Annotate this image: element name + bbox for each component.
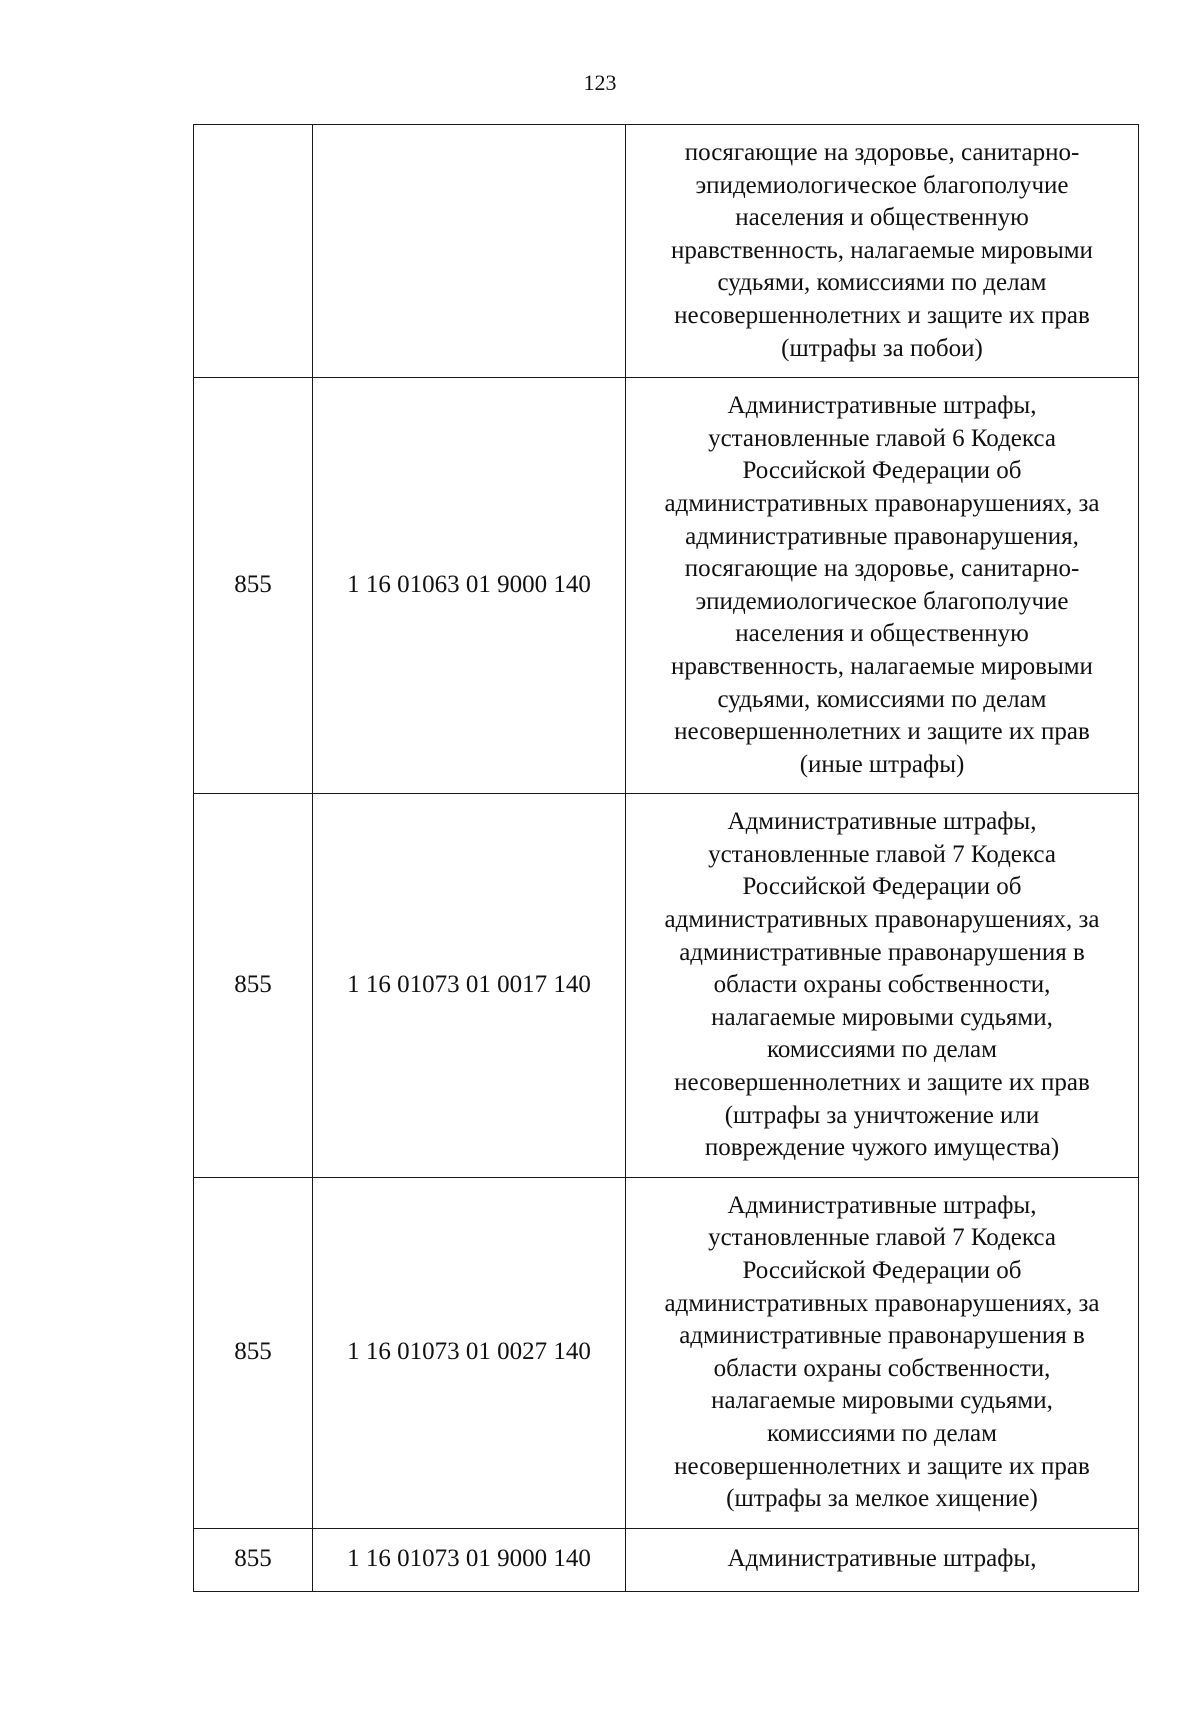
revenue-name-cell: Административные штрафы, [626, 1528, 1139, 1591]
revenue-name-cell: Административные штрафы, установленные главой 7 Кодекса Российской Федерации об административных правонарушениях, за административные правонарушения в области охраны собственности, налагаемые мировыми судьями, комиссиями по делам несовершеннолетних и защите их прав (штрафы за уничтожение или повреждение чужого имущества) [626, 794, 1139, 1178]
page-number: 123 [583, 70, 617, 95]
admin-code-cell: 855 [194, 1177, 313, 1528]
table-row [194, 378, 1139, 794]
revenue-name-cell: Административные штрафы, установленные главой 7 Кодекса Российской Федерации об административных правонарушениях, за административные правонарушения в области охраны собственности, налагаемые мировыми судьями, комиссиями по делам несовершеннолетних и защите их прав (штрафы за мелкое хищение) [626, 1177, 1139, 1528]
revenue-name-cell: посягающие на здоровье, санитарно- эпидемиологическое благополучие населения и общественную нравственность, налагаемые мировыми судьями, комиссиями по делам несовершеннолетних и защите их прав (штрафы за побои) [626, 125, 1139, 378]
budget-code-cell [313, 125, 626, 378]
admin-code-cell [194, 125, 313, 378]
table-row [194, 1528, 1139, 1591]
admin-code-cell: 855 [194, 794, 313, 1178]
table-row [194, 1177, 1139, 1528]
table-body [194, 125, 1139, 1592]
table-row [194, 794, 1139, 1178]
budget-code-cell: 1 16 01063 01 9000 140 [313, 378, 626, 794]
admin-code-cell: 855 [194, 1528, 313, 1591]
revenue-name-cell: Административные штрафы, установленные главой 6 Кодекса Российской Федерации об административных правонарушениях, за административные правонарушения, посягающие на здоровье, санитарно- эпидемиологическое благополучие населения и общественную нравственность, налагаемые мировыми судьями, комиссиями по делам несовершеннолетних и защите их прав (иные штрафы) [626, 378, 1139, 794]
classification-table [193, 124, 1139, 1592]
admin-code-cell: 855 [194, 378, 313, 794]
table-row [194, 125, 1139, 378]
budget-code-cell: 1 16 01073 01 9000 140 [313, 1528, 626, 1591]
budget-code-cell: 1 16 01073 01 0017 140 [313, 794, 626, 1178]
budget-code-cell: 1 16 01073 01 0027 140 [313, 1177, 626, 1528]
